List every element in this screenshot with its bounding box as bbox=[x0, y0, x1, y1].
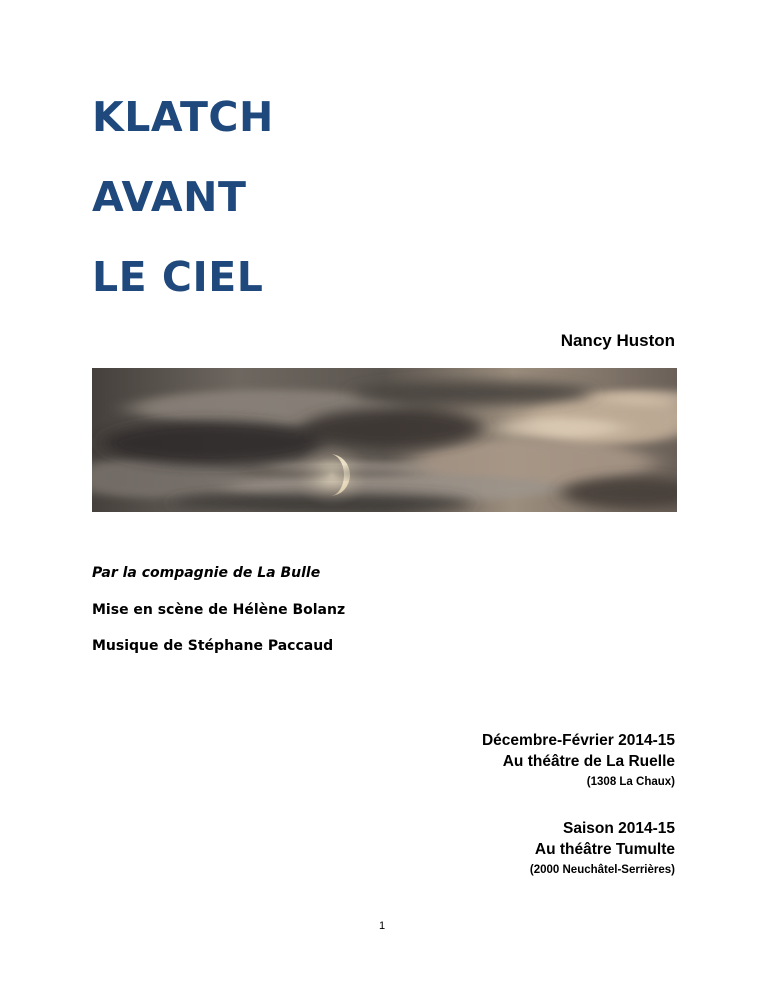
title-line-3: LE CIEL bbox=[92, 253, 264, 301]
music-credit: Musique de Stéphane Paccaud bbox=[92, 638, 334, 654]
page-number: 1 bbox=[379, 920, 386, 932]
company-credit: Par la compagnie de La Bulle bbox=[92, 565, 321, 581]
venue-location: (2000 Neuchâtel-Serrières) bbox=[529, 864, 675, 876]
author-name: Nancy Huston bbox=[560, 331, 675, 350]
title-line-1: KLATCH bbox=[92, 93, 274, 141]
venue-theatre: Au théâtre Tumulte bbox=[534, 841, 675, 858]
venue-theatre: Au théâtre de La Ruelle bbox=[502, 753, 675, 770]
venue-block-2 bbox=[530, 818, 675, 880]
director-credit: Mise en scène de Hélène Bolanz bbox=[92, 602, 346, 618]
moon-clouds-photo bbox=[92, 368, 677, 512]
title-line-2: AVANT bbox=[92, 173, 247, 221]
venue-location: (1308 La Chaux) bbox=[586, 776, 675, 788]
venue-block-1 bbox=[482, 730, 675, 792]
venue-dates: Décembre-Février 2014-15 bbox=[481, 732, 675, 749]
venue-dates: Saison 2014-15 bbox=[562, 820, 675, 837]
